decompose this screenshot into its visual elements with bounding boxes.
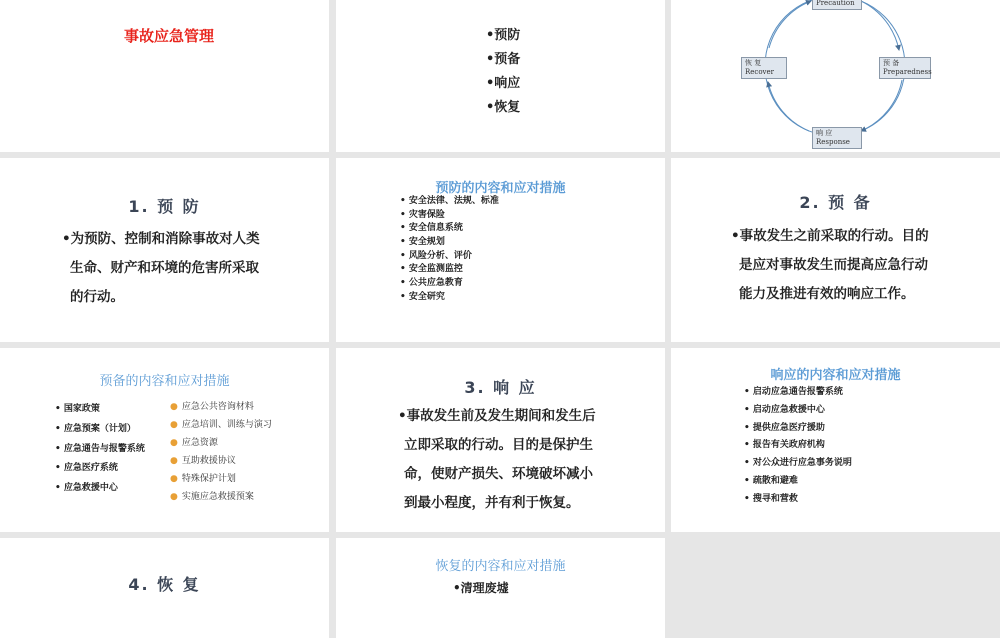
text-line: 命，使财产损失、环境破坏减小 (404, 466, 593, 482)
preparedness-description (731, 222, 929, 309)
section-title: 1. 预 防 (128, 197, 201, 216)
prevention-description (62, 225, 260, 312)
slide-recovery[interactable] (0, 538, 329, 638)
bullet-dot-icon: ● (170, 492, 178, 502)
cycle-node-precaution (812, 0, 862, 10)
list-item: • 安全研究 (400, 291, 445, 302)
section-title: 恢复的内容和应对措施 (435, 559, 566, 574)
section-title: 2. 预 备 (799, 193, 872, 212)
bullet-dot-icon: ● (170, 474, 178, 484)
list-item (170, 470, 272, 488)
measures-list (453, 580, 509, 596)
phase-item: •恢复 (486, 100, 521, 115)
list-item: • 风险分析、评价 (400, 250, 472, 261)
slide-response[interactable] (336, 348, 665, 532)
arrow-icon (861, 1, 899, 50)
slide-prevention-measures[interactable] (336, 158, 665, 342)
list-item: • 安全信息系统 (400, 223, 463, 234)
cycle-node-preparedness (879, 57, 931, 79)
node-label-en: Precaution (816, 0, 855, 7)
list-item-text: 应急培训、训练与演习 (181, 420, 272, 430)
list-item (170, 488, 272, 506)
measures-list-left (55, 400, 145, 499)
list-item: • 启动应急通告报警系统 (744, 387, 843, 397)
bullet-dot-icon: ● (170, 456, 178, 466)
arrow-icon (768, 82, 809, 131)
measures-list (744, 384, 852, 509)
list-item (170, 452, 272, 470)
slide-recovery-measures[interactable] (336, 538, 665, 638)
list-item-text: 实施应急救援预案 (181, 492, 254, 502)
list-item: • 搜寻和营救 (744, 493, 798, 504)
list-item-text: 特殊保护计划 (181, 474, 236, 484)
slide-response-measures[interactable] (671, 348, 1000, 532)
list-item: •清理废墟 (453, 581, 509, 595)
node-label-en: Preparedness (883, 68, 932, 76)
slide-cycle-diagram[interactable] (671, 0, 1000, 152)
list-item: • 启动应急救援中心 (744, 404, 825, 415)
node-label-en: Response (816, 138, 850, 146)
response-description (398, 402, 596, 518)
list-item: • 提供应急医疗援助 (744, 422, 825, 433)
list-item: • 灾害保险 (400, 209, 445, 220)
list-item: • 报告有关政府机构 (744, 440, 825, 451)
text-line: 能力及推进有效的响应工作。 (739, 286, 915, 302)
text-line: 是应对事故发生而提高应急行动 (739, 257, 928, 273)
list-item: • 安全监测监控 (400, 264, 463, 275)
list-item: • 国家政策 (55, 404, 100, 414)
list-item: • 应急预案（计划） (55, 423, 136, 434)
list-item-text: 应急公共咨询材料 (181, 402, 254, 412)
list-item-text: 应急资源 (181, 438, 218, 448)
section-title: 预防的内容和应对措施 (435, 181, 566, 196)
measures-list (400, 195, 499, 305)
list-item: • 应急救援中心 (55, 483, 118, 494)
phase-list (486, 24, 520, 120)
arrow-icon (769, 1, 811, 48)
text-line: •事故发生之前采取的行动。目的 (731, 228, 929, 244)
node-label-cn: 恢 复 (745, 59, 762, 67)
node-label-en: Recover (745, 68, 774, 76)
bullet-dot-icon: ● (170, 402, 178, 412)
slide-title[interactable] (0, 0, 329, 152)
cycle-node-response (812, 127, 862, 149)
list-item: • 应急通告与报警系统 (55, 443, 145, 454)
section-title: 4. 恢 复 (128, 575, 201, 594)
section-title: 3. 响 应 (464, 378, 537, 397)
node-label-cn: 响 应 (816, 129, 833, 137)
deck-title: 事故应急管理 (124, 27, 215, 45)
list-item: • 安全规划 (400, 237, 445, 248)
slide-prevention[interactable] (0, 158, 329, 342)
slide-overview[interactable] (336, 0, 665, 152)
phase-item: •预备 (486, 52, 521, 67)
text-line: •事故发生前及发生期间和发生后 (398, 408, 596, 424)
text-line: 的行动。 (70, 289, 124, 305)
section-title: 响应的内容和应对措施 (770, 368, 901, 383)
list-item: • 对公众进行应急事务说明 (744, 458, 852, 469)
text-line: •为预防、控制和消除事故对人类 (62, 231, 260, 247)
list-item: • 疏散和避难 (744, 475, 798, 486)
phase-item: •预防 (486, 28, 521, 43)
cycle-node-recover (741, 57, 787, 79)
text-line: 立即采取的行动。目的是保护生 (404, 437, 593, 453)
slide-preparedness-measures[interactable] (0, 348, 329, 532)
list-item (170, 416, 272, 434)
list-item: • 安全法律、法规、标准 (400, 196, 499, 206)
list-item: • 公共应急教育 (400, 278, 463, 289)
arrow-icon (861, 80, 902, 131)
bullet-dot-icon: ● (170, 420, 178, 430)
section-title: 预备的内容和应对措施 (99, 374, 230, 389)
measures-list-right (170, 398, 272, 506)
list-item-text: 互助救援协议 (181, 456, 236, 466)
text-line: 到最小程度，并有利于恢复。 (404, 495, 580, 511)
slide-preparedness[interactable] (671, 158, 1000, 342)
bullet-dot-icon: ● (170, 438, 178, 448)
list-item: • 应急医疗系统 (55, 463, 118, 474)
list-item (170, 434, 272, 452)
node-label-cn: 预 备 (883, 59, 900, 67)
list-item (170, 398, 272, 416)
text-line: 生命、财产和环境的危害所采取 (70, 260, 259, 276)
phase-item: •响应 (486, 76, 521, 91)
